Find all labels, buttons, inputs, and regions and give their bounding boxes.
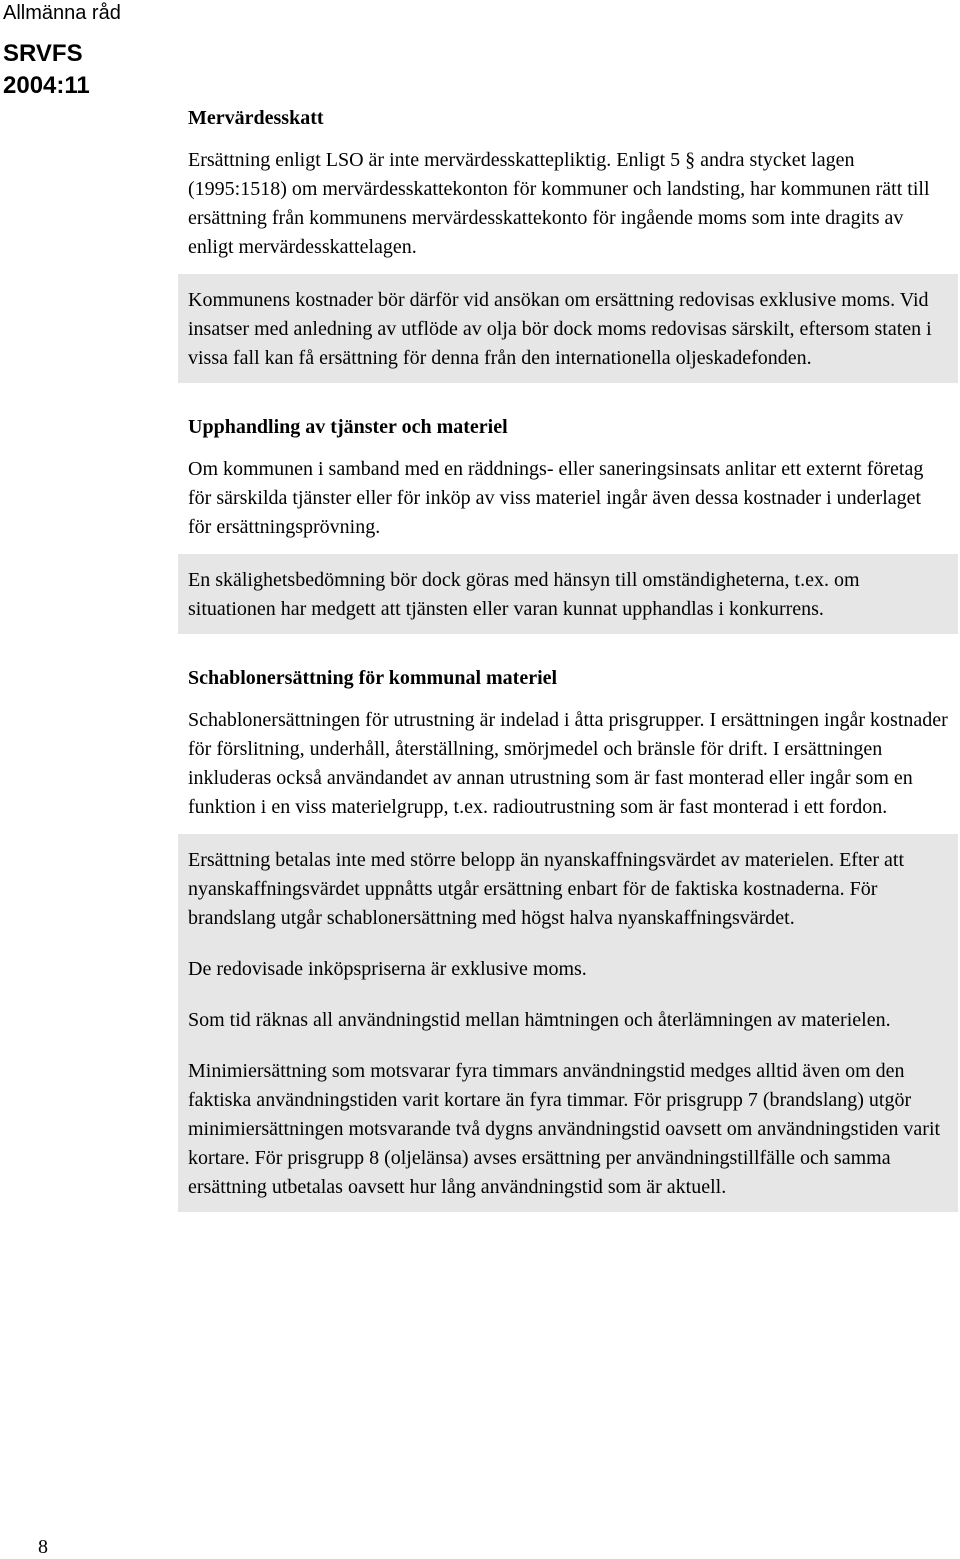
- law-text: Ersättning enligt LSO är inte mervärdesskattepliktig. Enligt 5 § andra stycket lagen (1995:1518) om mervärdesskattekonton för kommuner och landsting, har kommunen rätt till ersättning från kommunens mervärdesskattekonto för ingående moms som inte dragits av enligt mervärdesskattelagen.: [188, 149, 930, 258]
- law-text: Om kommunen i samband med en räddnings- eller saneringsinsats anlitar ett externt företag för särskilda tjänster eller för inköp av viss materiel ingår även dessa kostnader i underlaget för ersättningsprövning.: [188, 458, 924, 538]
- regulation-code-series: SRVFS: [3, 40, 83, 67]
- advice-paragraph: De redovisade inköpspriserna är exklusive moms.: [188, 958, 587, 980]
- section-heading: Upphandling av tjänster och materiel: [188, 416, 508, 438]
- section-schablonersattning: [178, 664, 958, 1212]
- regulation-code: [3, 38, 133, 102]
- section-heading: Mervärdesskatt: [188, 107, 324, 129]
- page-number: 8: [38, 1536, 48, 1558]
- law-text: Schablonersättningen för utrustning är indelad i åtta prisgrupper. I ersättningen ingår kostnader för förslitning, underhåll, återställning, smörjmedel och bränsle för drift. I ersättningen inkluderas också användandet av annan utrustning som är fast monterad eller ingår som en funktion i en viss materielgrupp, t.ex. radioutrustning som är fast monterad i ett fordon.: [188, 709, 948, 818]
- document-type-label: Allmänna råd: [3, 2, 121, 24]
- advice-paragraph: En skälighetsbedömning bör dock göras med hänsyn till omständigheterna, t.ex. om situationen har medgett att tjänsten eller varan kunnat upphandlas i konkurrens.: [188, 569, 860, 620]
- advice-paragraph: Kommunens kostnader bör därför vid ansökan om ersättning redovisas exklusive moms. Vid insatser med anledning av utflöde av olja bör dock moms redovisas särskilt, eftersom staten i vissa fall kan få ersättning för denna från den internationella oljeskadefonden.: [188, 289, 932, 369]
- general-advice-box: [178, 274, 958, 383]
- regulation-code-number: 2004:11: [3, 72, 90, 99]
- page-content: [178, 104, 958, 1212]
- section-upphandling: [178, 413, 958, 634]
- advice-paragraph: Som tid räknas all användningstid mellan hämtningen och återlämningen av materielen.: [188, 1009, 891, 1031]
- general-advice-box: [178, 554, 958, 634]
- section-mervardesskatt: [178, 104, 958, 383]
- section-heading: Schablonersättning för kommunal materiel: [188, 667, 558, 689]
- advice-paragraph: Ersättning betalas inte med större belopp än nyanskaffningsvärdet av materielen. Efter att nyanskaffningsvärdet uppnåtts utgår ersättning enbart för de faktiska kostnaderna. För brandslang utgår schablonersättning med högst halva nyanskaffningsvärdet.: [188, 849, 905, 929]
- general-advice-box: [178, 834, 958, 1212]
- advice-paragraph: Minimiersättning som motsvarar fyra timmars användningstid medges alltid även om den faktiska användningstiden varit kortare än fyra timmar. För prisgrupp 7 (brandslang) utgör minimiersättningen motsvarande två dygns användningstid oavsett om användningstiden varit kortare. För prisgrupp 8 (oljelänsa) avses ersättning per användningstillfälle och samma ersättning utbetalas oavsett hur lång användningstid som är aktuell.: [188, 1060, 941, 1198]
